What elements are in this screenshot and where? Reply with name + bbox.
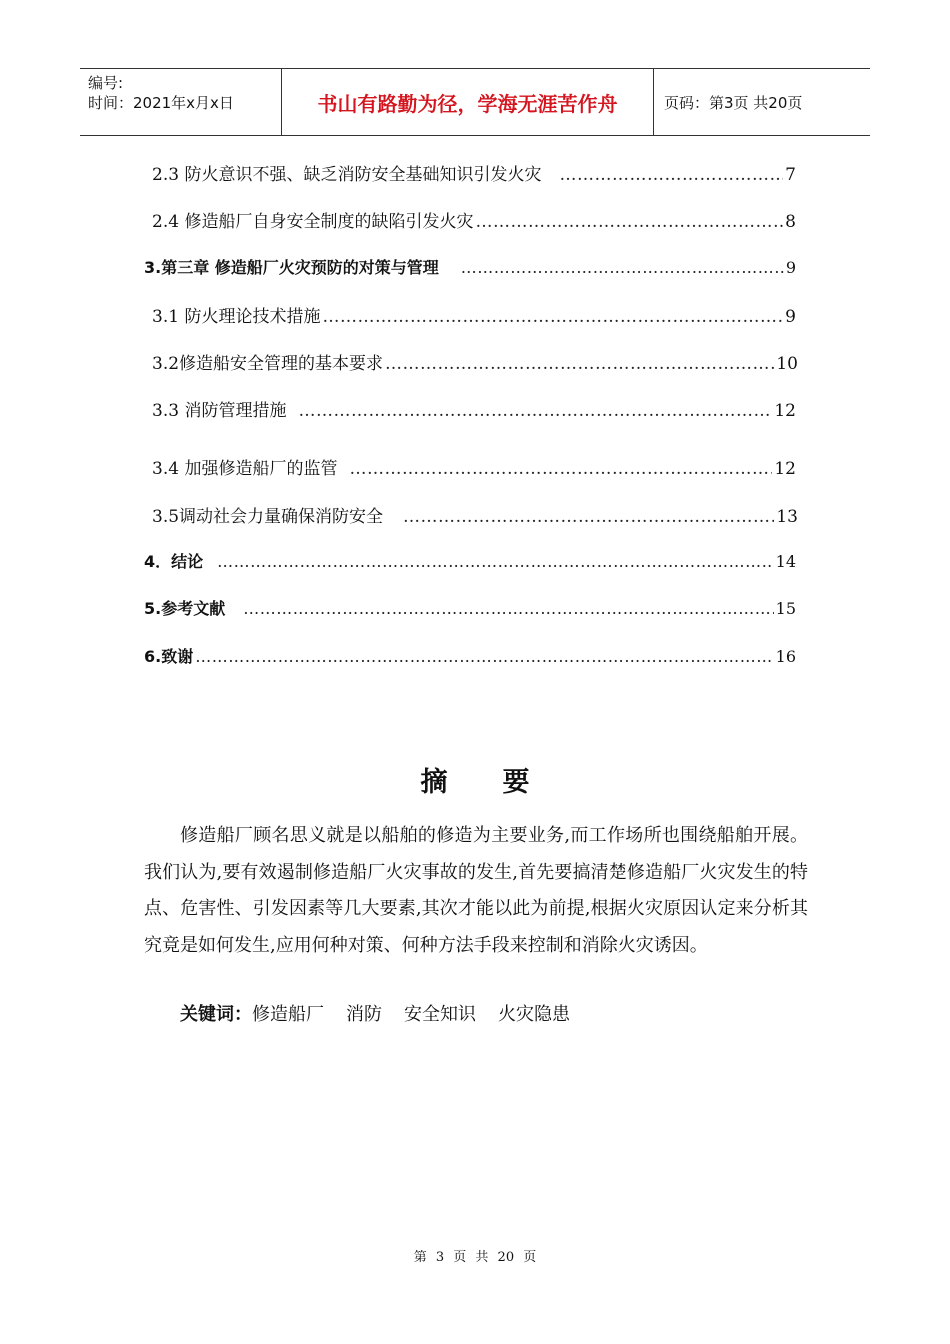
toc-entry-page: 9 bbox=[785, 307, 796, 327]
header-number: 编号: bbox=[88, 74, 124, 92]
toc-entry-chapter[interactable] bbox=[144, 549, 796, 572]
toc-entry-label: 4．结论 bbox=[144, 552, 204, 571]
page-header bbox=[80, 68, 870, 136]
header-meta bbox=[80, 69, 282, 135]
toc-entry-chapter[interactable] bbox=[144, 255, 796, 278]
toc-leader-dots bbox=[195, 647, 773, 666]
toc-entry-label: 3.3 消防管理措施 bbox=[152, 401, 287, 421]
toc-entry-page: 12 bbox=[774, 401, 796, 421]
toc-entry-label: 2.4 修造船厂自身安全制度的缺陷引发火灾 bbox=[152, 212, 474, 232]
toc-entry[interactable] bbox=[152, 207, 796, 232]
toc-entry[interactable] bbox=[152, 160, 796, 185]
toc-leader-dots bbox=[559, 165, 783, 185]
toc-entry[interactable] bbox=[152, 349, 798, 374]
toc-entry-page: 12 bbox=[774, 459, 796, 479]
header-time: 时间：2021年x月x日 bbox=[88, 94, 234, 112]
toc-leader-dots bbox=[349, 459, 772, 479]
toc-entry-label: 5.参考文献 bbox=[144, 599, 226, 618]
toc-entry-label: 3.5调动社会力量确保消防安全 bbox=[152, 507, 384, 527]
toc-entry-page: 9 bbox=[785, 258, 796, 277]
toc-entry-label: 3.第三章 修造船厂火灾预防的对策与管理 bbox=[144, 258, 439, 277]
header-motto: 书山有路勤为径，学海无涯苦作舟 bbox=[282, 69, 654, 135]
toc-entry[interactable] bbox=[152, 302, 796, 327]
keyword: 安全知识 bbox=[404, 1004, 476, 1025]
toc-entry-label: 2.3 防火意识不强、缺乏消防安全基础知识引发火灾 bbox=[152, 165, 542, 185]
page-footer: 第 3 页 共 20 页 bbox=[413, 1250, 537, 1265]
toc-leader-dots bbox=[243, 599, 773, 618]
keyword: 消防 bbox=[346, 1004, 382, 1025]
toc-entry[interactable] bbox=[152, 454, 796, 479]
toc-leader-dots bbox=[322, 307, 783, 327]
keyword: 火灾隐患 bbox=[498, 1004, 570, 1025]
keywords-line bbox=[180, 1000, 592, 1030]
toc-entry-page: 7 bbox=[785, 165, 796, 185]
toc-entry-page: 13 bbox=[776, 507, 798, 527]
abstract-title: 摘要 bbox=[420, 767, 585, 798]
toc-leader-dots bbox=[475, 212, 783, 232]
toc-entry-page: 15 bbox=[775, 599, 796, 618]
toc-entry-label: 3.1 防火理论技术措施 bbox=[152, 307, 321, 327]
toc-leader-dots bbox=[217, 552, 774, 571]
toc-entry-page: 8 bbox=[785, 212, 796, 232]
keywords-label: 关键词： bbox=[180, 1004, 252, 1025]
toc-entry-label: 3.4 加强修造船厂的监管 bbox=[152, 459, 338, 479]
toc-entry-page: 10 bbox=[776, 354, 798, 374]
abstract-body: 修造船厂顾名思义就是以船舶的修造为主要业务,而工作场所也围绕船舶开展。我们认为,要有效遏制修造船厂火灾事故的发生,首先要搞清楚修造船厂火灾发生的特点、危害性、引发因素等几大要素,其次才能以此为前提,根据火灾原因认定来分析其究竟是如何发生,应用何种对策、何种方法手段来控制和消除火灾诱因。 bbox=[144, 825, 808, 956]
toc-leader-dots bbox=[385, 354, 774, 374]
toc-entry-page: 14 bbox=[775, 552, 796, 571]
toc-entry-label: 3.2修造船安全管理的基本要求 bbox=[152, 354, 384, 374]
toc-entry-label: 6.致谢 bbox=[144, 647, 194, 666]
toc-entry[interactable] bbox=[152, 502, 798, 527]
header-page-info: 页码：第3页 共20页 bbox=[664, 93, 803, 112]
toc-entry-chapter[interactable] bbox=[144, 596, 796, 619]
toc-entry[interactable] bbox=[152, 396, 796, 421]
keyword: 修造船厂 bbox=[252, 1004, 324, 1025]
toc-leader-dots bbox=[298, 401, 772, 421]
toc-entry-chapter[interactable] bbox=[144, 644, 796, 667]
toc-leader-dots bbox=[461, 258, 784, 277]
toc-entry-page: 16 bbox=[775, 647, 796, 666]
toc-leader-dots bbox=[403, 507, 774, 527]
